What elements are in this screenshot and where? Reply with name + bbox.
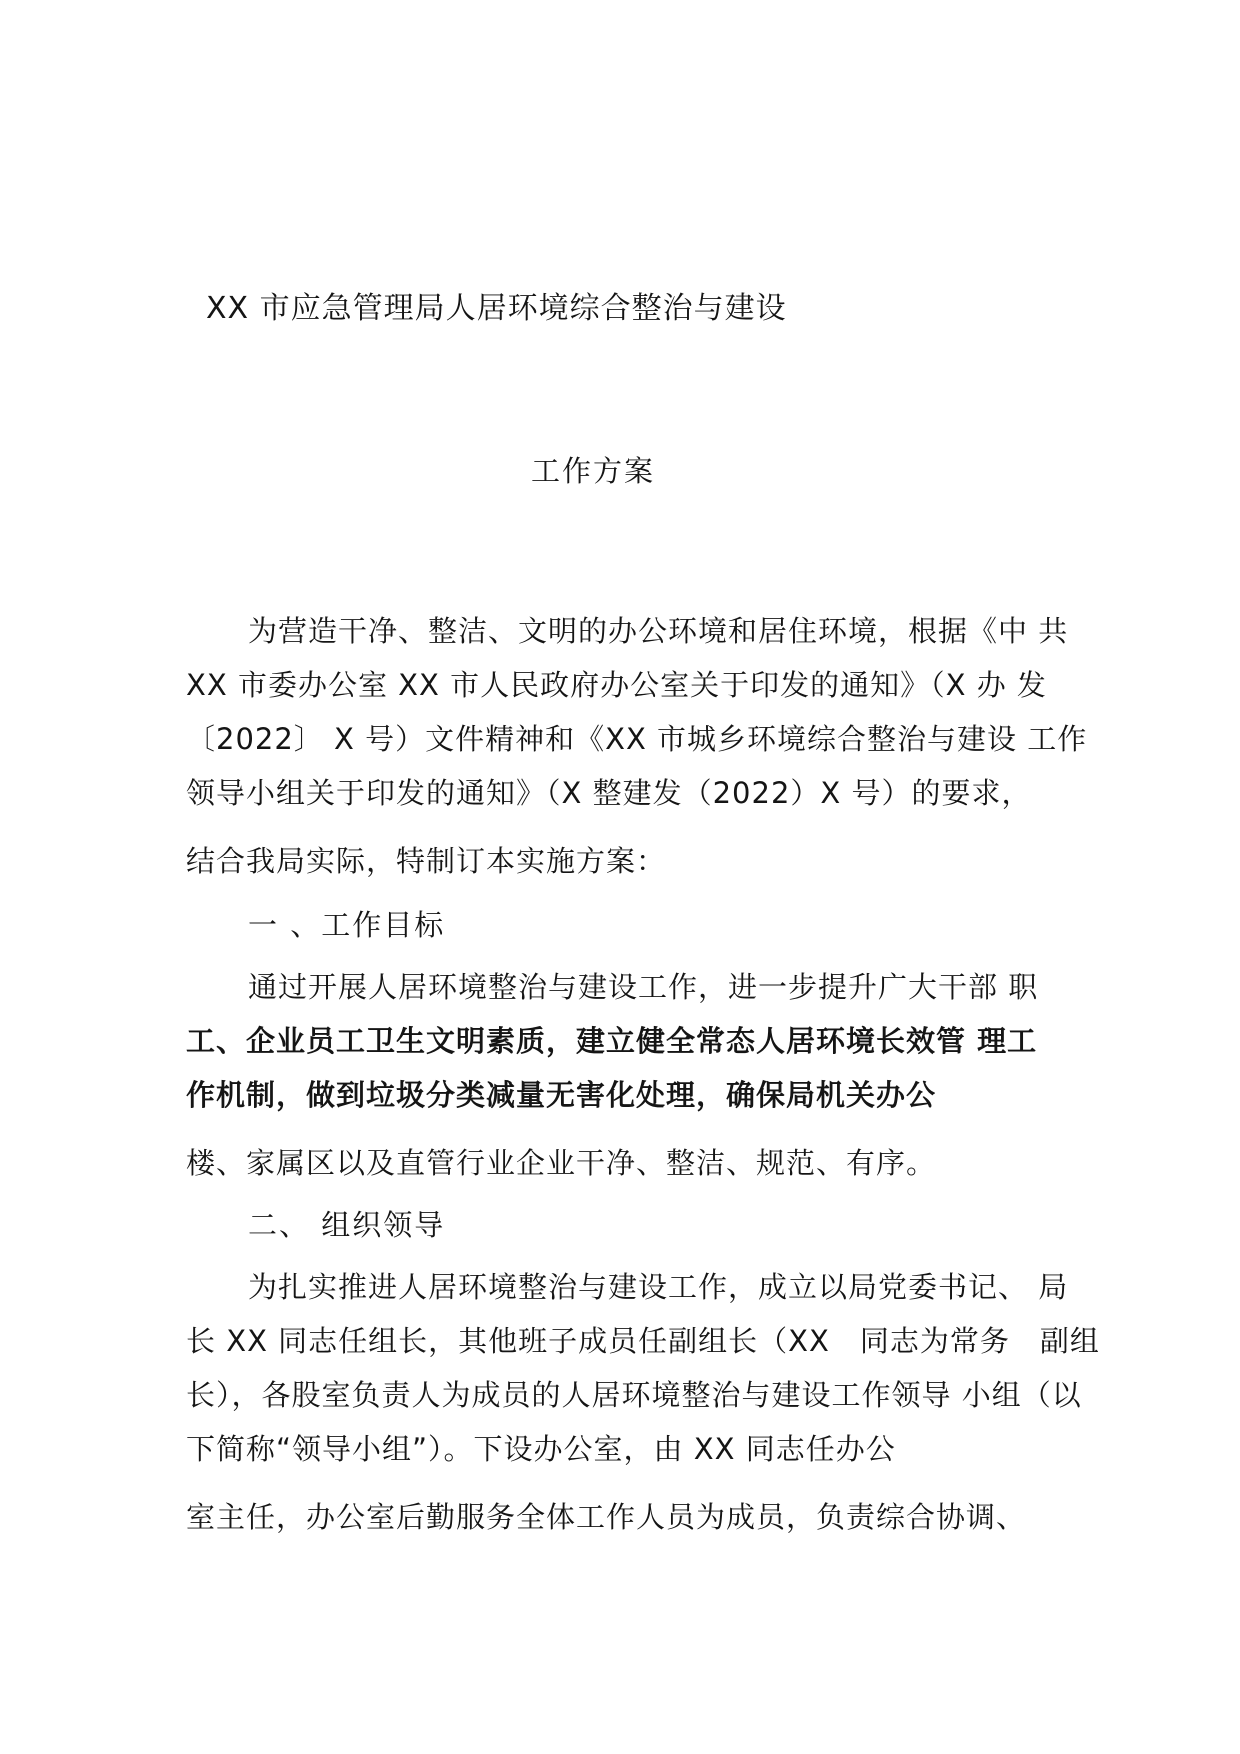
section-1-line-1: 通过开展人居环境整治与建设工作，进一步提升广大干部 职: [248, 970, 1039, 1004]
intro-line-1: 为营造干净、整洁、文明的办公环境和居住环境，根据《中 共: [248, 614, 1069, 648]
section-2-line-4: 下简称“领导小组”）。下设办公室，由 XX 同志任办公: [186, 1432, 896, 1466]
section-1-heading: 一 、工作目标: [248, 908, 446, 942]
section-1-line-3: 作机制，做到垃圾分类减量无害化处理，确保局机关办公: [186, 1078, 937, 1112]
document-title: XX 市应急管理局人居环境综合整治与建设: [206, 291, 787, 326]
section-1-line-2: 工、企业员工卫生文明素质，建立健全常态人居环境长效管 理工: [186, 1024, 1038, 1058]
intro-line-5: 结合我局实际，特制订本实施方案：: [186, 844, 667, 878]
document-subtitle: 工作方案: [531, 454, 656, 488]
section-2-line-3: 长），各股室负责人为成员的人居环境整治与建设工作领导 小组（以: [186, 1378, 1082, 1412]
intro-line-3: 〔2022〕 X 号）文件精神和《XX 市城乡环境综合整治与建设 工作: [186, 722, 1088, 756]
section-2-line-2: 长 XX 同志任组长，其他班子成员任副组长（XX 同志为常务 副组: [186, 1324, 1100, 1358]
section-2-line-1: 为扎实推进人居环境整治与建设工作，成立以局党委书记、 局: [248, 1270, 1069, 1304]
section-2-heading: 二、 组织领导: [248, 1208, 446, 1242]
section-1-line-4: 楼、家属区以及直管行业企业干净、整洁、规范、有序。: [186, 1146, 937, 1180]
section-2-line-5: 室主任，办公室后勤服务全体工作人员为成员，负责综合协调、: [186, 1500, 1027, 1534]
intro-line-4: 领导小组关于印发的通知》（X 整建发（2022）X 号）的要求，: [186, 776, 1032, 810]
intro-line-2: XX 市委办公室 XX 市人民政府办公室关于印发的通知》（X 办 发: [186, 668, 1047, 702]
